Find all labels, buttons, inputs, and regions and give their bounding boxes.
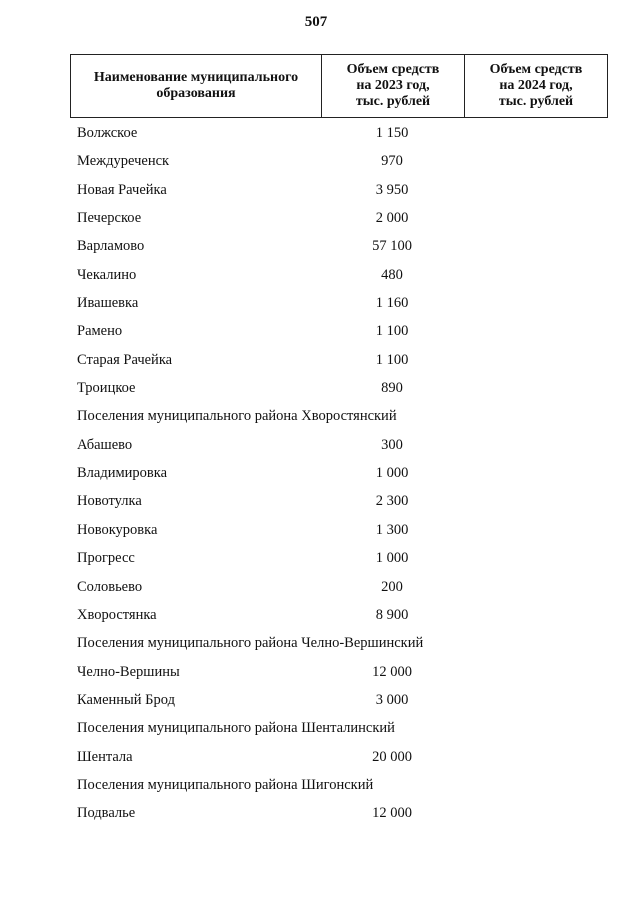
- amount-2023: 2 300: [375, 493, 409, 510]
- table-row: [0, 488, 632, 516]
- section-heading-row: [0, 403, 632, 431]
- amount-2023: 890: [381, 380, 403, 397]
- table-row: [0, 659, 632, 687]
- section-heading-row: [0, 772, 632, 800]
- table-header: [70, 54, 608, 118]
- section-heading: Поселения муниципального района Шенталинский: [77, 720, 395, 737]
- municipality-name: Междуреченск: [77, 153, 170, 170]
- table-row: [0, 177, 632, 205]
- table-row: [0, 602, 632, 630]
- table-row: [0, 375, 632, 403]
- amount-2023: 57 100: [372, 238, 412, 255]
- municipality-name: Прогресс: [77, 550, 135, 567]
- municipality-name: Соловьево: [77, 578, 143, 595]
- section-heading: Поселения муниципального района Челно-Вершинский: [77, 635, 424, 652]
- amount-2023: 3 000: [375, 691, 409, 708]
- amount-2023: 8 900: [375, 606, 409, 623]
- table-row: [0, 517, 632, 545]
- municipality-name: Старая Рачейка: [77, 351, 173, 368]
- amount-2023: 1 000: [375, 550, 409, 567]
- municipality-name: Подвалье: [77, 805, 136, 822]
- table-row: [0, 800, 632, 828]
- amount-2023: 1 150: [375, 125, 409, 141]
- table-row: [0, 432, 632, 460]
- municipality-name: Новотулка: [77, 493, 142, 510]
- section-heading: Поселения муниципального района Шигонский: [77, 776, 374, 793]
- section-heading: Поселения муниципального района Хворостянский: [77, 408, 397, 425]
- amount-2023: 12 000: [372, 805, 412, 822]
- header-amount-2024: Объем средств на 2024 год, тыс. рублей: [489, 62, 583, 109]
- page-number: 507: [304, 14, 328, 30]
- table-row: [0, 290, 632, 318]
- table-row: [0, 233, 632, 261]
- municipality-name: Печерское: [77, 210, 142, 227]
- amount-2023: 1 300: [375, 521, 409, 538]
- amount-2023: 2 000: [375, 210, 409, 227]
- amount-2023: 480: [381, 266, 403, 283]
- amount-2023: 1 100: [375, 351, 409, 368]
- table-row: [0, 148, 632, 176]
- amount-2023: 3 950: [375, 181, 409, 198]
- municipality-name: Ивашевка: [77, 295, 139, 312]
- municipality-name: Абашево: [77, 436, 133, 453]
- municipality-name: Челно-Вершины: [77, 663, 180, 680]
- municipality-name: Варламово: [77, 238, 145, 255]
- municipality-name: Владимировка: [77, 465, 168, 482]
- table-row: [0, 347, 632, 375]
- table-row: [0, 460, 632, 488]
- municipality-name: Шентала: [77, 748, 133, 765]
- municipality-name: Рамено: [77, 323, 123, 340]
- municipality-name: Новая Рачейка: [77, 181, 167, 198]
- header-amount-2023: Объем средств на 2023 год, тыс. рублей: [322, 55, 465, 117]
- amount-2023: 12 000: [372, 663, 412, 680]
- section-heading-row: [0, 715, 632, 743]
- municipality-name: Чекалино: [77, 266, 137, 283]
- amount-2023: 1 160: [375, 295, 409, 312]
- municipality-name: Волжское: [77, 125, 138, 141]
- table-row: [0, 262, 632, 290]
- table-row: [0, 744, 632, 772]
- amount-2023: 970: [381, 153, 403, 170]
- table-body: [0, 120, 632, 829]
- table-row: [0, 120, 632, 148]
- municipality-name: Хворостянка: [77, 606, 157, 623]
- amount-2023: 200: [381, 578, 403, 595]
- municipality-name: Новокуровка: [77, 521, 158, 538]
- amount-2023: 20 000: [372, 748, 412, 765]
- amount-2023: 1 000: [375, 465, 409, 482]
- municipality-name: Каменный Брод: [77, 691, 175, 708]
- table-row: [0, 318, 632, 346]
- table-row: [0, 205, 632, 233]
- table-row: [0, 545, 632, 573]
- municipality-name: Троицкое: [77, 380, 136, 397]
- amount-2023: 1 100: [375, 323, 409, 340]
- amount-2023: 300: [381, 436, 403, 453]
- table-row: [0, 574, 632, 602]
- section-heading-row: [0, 630, 632, 658]
- header-municipality: Наименование муниципального образования: [71, 55, 322, 117]
- table-row: [0, 687, 632, 715]
